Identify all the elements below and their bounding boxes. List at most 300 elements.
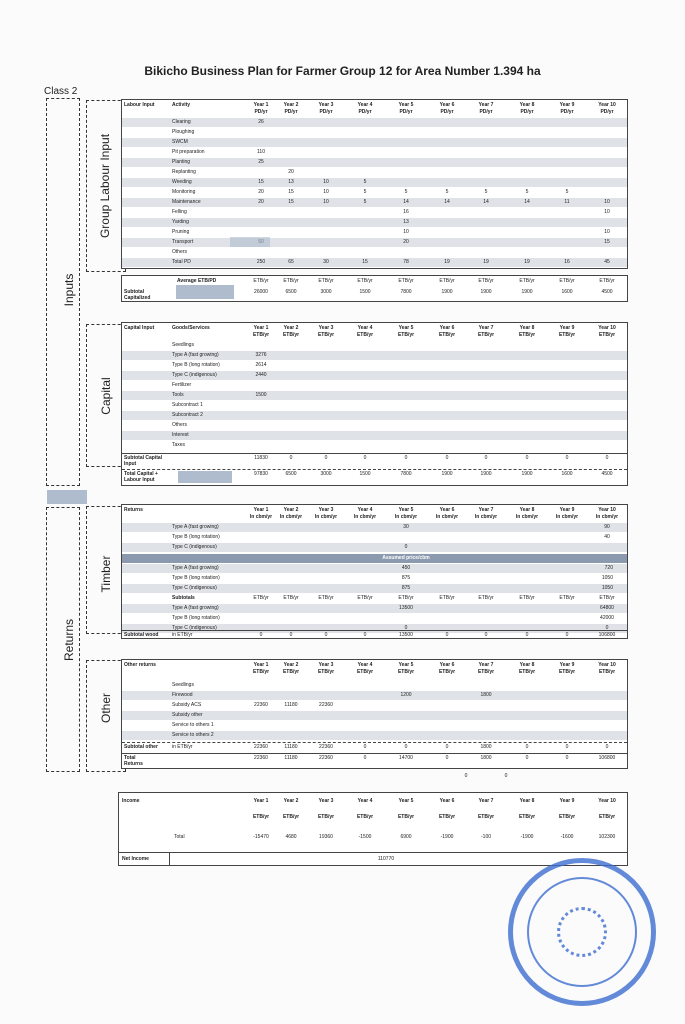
cell: 1050 (601, 575, 613, 581)
cell: ETB/yr (477, 332, 495, 338)
cell: Year 4 (357, 798, 373, 804)
cell: Year 6 (439, 662, 455, 668)
cell: PD/yr (560, 109, 574, 115)
cell: Type A (fast growing) (172, 352, 219, 358)
cell: PD/yr (520, 109, 534, 115)
table-row (122, 341, 627, 350)
cell: Other returns (124, 662, 156, 668)
cell: 22360 (254, 755, 268, 761)
table-row (122, 731, 627, 740)
cell: ETB/yr (518, 669, 536, 675)
cell: Yarding (172, 219, 189, 225)
under-row (121, 772, 628, 782)
table-row (122, 248, 627, 257)
cell: Subtotal Capitalized (124, 289, 151, 301)
cell: 14 (403, 199, 409, 205)
cell: ETB/yr (318, 278, 334, 284)
cell: Subtotal wood (124, 632, 159, 638)
cell: 5 (363, 179, 367, 185)
cell: ETB/yr (356, 669, 374, 675)
cell: 1900 (480, 289, 492, 295)
cell: In cbm/yr (555, 514, 579, 520)
cell: 5 (404, 189, 408, 195)
price-row (122, 564, 627, 573)
cell: 15 (288, 199, 294, 205)
cell: ETB/yr (398, 595, 414, 601)
cell: 78 (403, 259, 409, 265)
cell: ETB/yr (398, 278, 414, 284)
cell: Type C (indigenous) (172, 585, 217, 591)
cell: 0 (525, 632, 529, 638)
timber-subtotal-row (122, 630, 627, 639)
income-total-row (119, 833, 627, 842)
cell: Year 4 (357, 507, 373, 513)
cell: Year 3 (318, 325, 334, 331)
cell: Subtotal Capital Input (124, 455, 163, 467)
cell: 10 (403, 229, 409, 235)
cell: 11180 (284, 755, 298, 761)
table-row (122, 431, 627, 440)
cell: Year 5 (398, 102, 414, 108)
cell: Maintenance (172, 199, 201, 205)
cell: ETB/yr (439, 595, 455, 601)
cell: 11 (564, 199, 570, 205)
cell: 110 (257, 149, 265, 155)
cell: 1500 (359, 289, 371, 295)
cell: 0 (363, 744, 367, 750)
cell: Total PD (172, 259, 191, 265)
returns-label: Returns (62, 618, 76, 662)
year-header-row (122, 101, 627, 117)
cell: Year 8 (519, 662, 535, 668)
cell: ETB/yr (252, 669, 270, 675)
other-subtotal-row (122, 742, 627, 751)
cell: -100 (480, 834, 492, 840)
cell: Service to others 2 (172, 732, 214, 738)
cell: 1900 (441, 471, 453, 477)
cell: 4500 (601, 471, 613, 477)
cell: Year 6 (439, 507, 455, 513)
table-row (122, 381, 627, 390)
table-row (122, 441, 627, 450)
cell: 15 (362, 259, 368, 265)
cell: Type A (fast growing) (172, 524, 219, 530)
table-row (122, 391, 627, 400)
cell: 0 (565, 755, 569, 761)
cell: 14700 (399, 755, 413, 761)
cell: 10 (323, 199, 329, 205)
cell: 5 (484, 189, 488, 195)
cell: 1800 (480, 755, 492, 761)
cell: 45 (604, 259, 610, 265)
cell: 5 (363, 199, 367, 205)
cell: 0 (324, 455, 328, 461)
cell: 26 (258, 119, 264, 125)
cell: 22360 (319, 755, 333, 761)
labour-table (121, 99, 628, 269)
cell: Year 9 (559, 325, 575, 331)
cell: 42000 (600, 615, 614, 621)
cell: Goods/Services (172, 325, 210, 331)
cell: 20 (288, 169, 294, 175)
cell: 1500 (359, 471, 371, 477)
cell: 22360 (254, 744, 268, 750)
cell: 0 (525, 744, 529, 750)
timber-label: Timber (99, 555, 113, 593)
cell: Type C (indigenous) (172, 544, 217, 550)
cell: Type B (long rotation) (172, 615, 220, 621)
cell: Subsidy ACS (172, 702, 202, 708)
cell: ETB/yr (598, 669, 616, 675)
other-label: Other (99, 693, 113, 724)
cell: 11830 (254, 455, 268, 461)
cell: 0 (445, 755, 449, 761)
cell: 97830 (254, 471, 268, 477)
cell: 14 (483, 199, 489, 205)
cell: ETB/yr (518, 332, 536, 338)
cell: 0 (445, 632, 449, 638)
cell: Year 5 (398, 325, 414, 331)
cell: Year 6 (439, 798, 455, 804)
table-row (122, 208, 627, 217)
cell: ETB/yr (317, 814, 335, 820)
cell: Year 1 (253, 662, 269, 668)
price-row (122, 574, 627, 583)
cell: In cbm/yr (394, 514, 418, 520)
cell: Year 2 (283, 662, 299, 668)
cell: ETB/yr (397, 669, 415, 675)
year-header-row (122, 506, 627, 522)
cell: in ETB/yr (172, 744, 193, 750)
cell: 3276 (255, 352, 267, 358)
cell: In cbm/yr (474, 514, 498, 520)
cell: 16 (403, 209, 409, 215)
cell: Pruning (172, 229, 190, 235)
cell: Seedlings (172, 342, 194, 348)
cell: Ploughing (172, 129, 195, 135)
cell: -1600 (560, 834, 574, 840)
table-row (122, 168, 627, 177)
cell: 1900 (521, 471, 533, 477)
table-row (122, 148, 627, 157)
cell: Year 8 (519, 102, 535, 108)
cell: Year 2 (283, 507, 299, 513)
under-values (121, 772, 628, 781)
labour-subtotal-table (121, 275, 628, 302)
cell: In cbm/yr (515, 514, 539, 520)
cell: 15 (288, 189, 294, 195)
cell: PD/yr (399, 109, 413, 115)
cell: Pit preparation (172, 149, 205, 155)
cell: ETB/yr (478, 595, 494, 601)
cell: 0 (525, 455, 529, 461)
cell: SWCM (172, 139, 188, 145)
cell: Total Capital + Labour Input (124, 471, 158, 483)
income-header-row (119, 797, 627, 806)
cell: 1900 (441, 289, 453, 295)
table-row (122, 258, 627, 267)
cell: 90 (604, 524, 610, 530)
cell: Year 3 (318, 662, 334, 668)
cell: Type B (long rotation) (172, 575, 220, 581)
net-divider (169, 852, 170, 866)
cell: Year 2 (283, 102, 299, 108)
cell: ETB/yr (438, 669, 456, 675)
cell: ETB/yr (438, 814, 456, 820)
table-row (122, 614, 627, 623)
inputs-label: Inputs (62, 273, 76, 307)
cell: Average ETB/PD (177, 278, 217, 284)
cell: 5 (363, 189, 367, 195)
cell: ETB/yr (282, 332, 300, 338)
cell: 14 (524, 199, 530, 205)
table-row (122, 543, 627, 552)
table-row (122, 523, 627, 532)
cell: 0 (464, 773, 468, 779)
cell: 0 (363, 455, 367, 461)
cell: Firewood (172, 692, 193, 698)
cell: 0 (605, 744, 609, 750)
cell: 5 (565, 189, 569, 195)
cell: Year 3 (318, 798, 334, 804)
table-row (122, 198, 627, 207)
cell: ETB/yr (357, 595, 373, 601)
cell: 0 (363, 632, 367, 638)
cell: 0 (404, 744, 408, 750)
cell: 30 (323, 259, 329, 265)
cell: 11180 (284, 702, 298, 708)
cell: 22360 (319, 702, 333, 708)
cell: In cbm/yr (314, 514, 338, 520)
cell: ETB/yr (519, 278, 535, 284)
table-row (122, 421, 627, 430)
cell: In cbm/yr (249, 514, 273, 520)
cell: Subsidy other (172, 712, 203, 718)
cell: 0 (445, 744, 449, 750)
cell: Others (172, 249, 188, 255)
cell: Year 7 (478, 798, 494, 804)
table-row (122, 118, 627, 127)
table-row (122, 411, 627, 420)
cell: ETB/yr (283, 595, 299, 601)
cell: ETB/yr (397, 814, 415, 820)
table-row (122, 218, 627, 227)
cell: Year 6 (439, 325, 455, 331)
income-unit-row (119, 813, 627, 822)
official-stamp (508, 858, 656, 1006)
cell: Year 10 (598, 662, 616, 668)
cell: 0 (404, 455, 408, 461)
cell: ETB/yr (598, 332, 616, 338)
cell: 10 (604, 209, 610, 215)
cell: 3000 (320, 289, 332, 295)
cell: 16 (564, 259, 570, 265)
cell: 106800 (598, 632, 616, 638)
table-row (122, 178, 627, 187)
cell: Year 5 (398, 507, 414, 513)
cell: 110770 (377, 856, 395, 862)
cell: Returns (124, 507, 143, 513)
cell: In cbm/yr (595, 514, 619, 520)
cell: Year 1 (253, 102, 269, 108)
cell: Year 10 (598, 325, 616, 331)
cell: Type C (indigenous) (172, 372, 217, 378)
cell: 0 (605, 625, 609, 631)
cell: 19 (524, 259, 530, 265)
table-row (122, 188, 627, 197)
cell: Income (122, 798, 140, 804)
cell: 1600 (561, 471, 573, 477)
year-header-row (122, 661, 627, 677)
cell: 0 (565, 744, 569, 750)
cell: Tools (172, 392, 184, 398)
cell: Interest (172, 432, 189, 438)
table-row (122, 361, 627, 370)
table-row (122, 401, 627, 410)
cell: 20 (258, 189, 264, 195)
capital-subtotal-row (122, 453, 627, 467)
cell: 19 (483, 259, 489, 265)
cell: ETB/yr (558, 814, 576, 820)
cell: Year 9 (559, 662, 575, 668)
cell: 0 (525, 755, 529, 761)
cell: Taxes (172, 442, 186, 448)
cell: ETB/yr (356, 814, 374, 820)
cell: Year 9 (559, 102, 575, 108)
cell: 1600 (561, 289, 573, 295)
cell: 64800 (600, 605, 614, 611)
cell: 30 (403, 524, 409, 530)
cell: Planting (172, 159, 191, 165)
cell: PD/yr (254, 109, 268, 115)
table-row (122, 533, 627, 542)
cell: Year 7 (478, 507, 494, 513)
cell: Monitoring (172, 189, 196, 195)
cell: ETB/yr (317, 669, 335, 675)
table-row (122, 721, 627, 730)
cell: Year 10 (598, 102, 616, 108)
cell: Fertilizer (172, 382, 192, 388)
cell: 11180 (284, 744, 298, 750)
cell: 40 (604, 534, 610, 540)
table-row (122, 711, 627, 720)
cell: 0 (484, 455, 488, 461)
price-header-row (122, 554, 627, 563)
cell: 1200 (400, 692, 412, 698)
cell: Year 4 (357, 102, 373, 108)
cell: Year 2 (283, 325, 299, 331)
year-header-row (122, 324, 627, 340)
timber-table (121, 504, 628, 639)
cell: ETB/yr (357, 278, 373, 284)
cell: ETB/yr (253, 278, 269, 284)
cell: Year 7 (478, 102, 494, 108)
cell: 22360 (319, 744, 333, 750)
cell: 65 (288, 259, 294, 265)
cell: 106800 (598, 755, 616, 761)
cell: Year 6 (439, 102, 455, 108)
income-table (118, 792, 628, 866)
cell: ETB/yr (477, 669, 495, 675)
cell: Labour Input (124, 102, 155, 108)
cell: ETB/yr (397, 332, 415, 338)
cell: 7800 (400, 471, 412, 477)
cell: Replanting (172, 169, 196, 175)
cell: 0 (363, 755, 367, 761)
cell: ETB/yr (252, 332, 270, 338)
cell: 2614 (255, 362, 267, 368)
other-returns-table (121, 659, 628, 769)
avg-input-cell (176, 285, 234, 299)
cell: Activity (172, 102, 191, 108)
cell: PD/yr (284, 109, 298, 115)
cell: Type A (fast growing) (172, 605, 219, 611)
cell: Subtotals (172, 595, 195, 601)
cell: PD/yr (358, 109, 372, 115)
cell: 25 (258, 159, 264, 165)
cell: PD/yr (479, 109, 493, 115)
cell: Year 1 (253, 798, 269, 804)
total-highlight (178, 471, 232, 483)
cell: 13 (403, 219, 409, 225)
subtotals-header-row (122, 594, 627, 603)
cell: 15 (604, 239, 610, 245)
cell: ETB/yr (599, 595, 615, 601)
cell: 3000 (320, 471, 332, 477)
table-row (122, 604, 627, 613)
table-row (122, 681, 627, 690)
cell: 13 (288, 179, 294, 185)
cell: ETB/yr (317, 332, 335, 338)
cell: Subcontract 2 (172, 412, 203, 418)
capital-label: Capital (99, 377, 113, 415)
cell: 13500 (399, 605, 413, 611)
cell: Net Income (122, 856, 149, 862)
cell: ETB/yr (478, 278, 494, 284)
cell: Year 10 (598, 798, 616, 804)
cell: ETB/yr (599, 278, 615, 284)
cell: -15470 (253, 834, 269, 840)
cell: Clearing (172, 119, 191, 125)
cell: Type C (indigenous) (172, 625, 217, 631)
group-labour-label: Group Labour Input (98, 133, 112, 239)
cell: Year 10 (598, 507, 616, 513)
cell: 5 (445, 189, 449, 195)
class-label: Class 2 (44, 86, 78, 97)
cell: 15 (258, 179, 264, 185)
table-row (122, 158, 627, 167)
cell: PD/yr (319, 109, 333, 115)
cell: Type B (long rotation) (172, 362, 220, 368)
price-row (122, 584, 627, 593)
table-row (122, 691, 627, 700)
capital-table (121, 322, 628, 486)
cell: 2440 (255, 372, 267, 378)
cell: ETB/yr (438, 332, 456, 338)
table-row (122, 138, 627, 147)
cell: Type A (fast growing) (172, 565, 219, 571)
cell: Year 1 (253, 507, 269, 513)
cell: 450 (401, 565, 411, 571)
cell: 26000 (254, 289, 268, 295)
cell: In cbm/yr (279, 514, 303, 520)
cell: Year 8 (519, 507, 535, 513)
cell: 10 (604, 229, 610, 235)
cell: ETB/yr (559, 595, 575, 601)
cell: Year 4 (357, 662, 373, 668)
cell: 4500 (601, 289, 613, 295)
cell: ETB/yr (477, 814, 495, 820)
